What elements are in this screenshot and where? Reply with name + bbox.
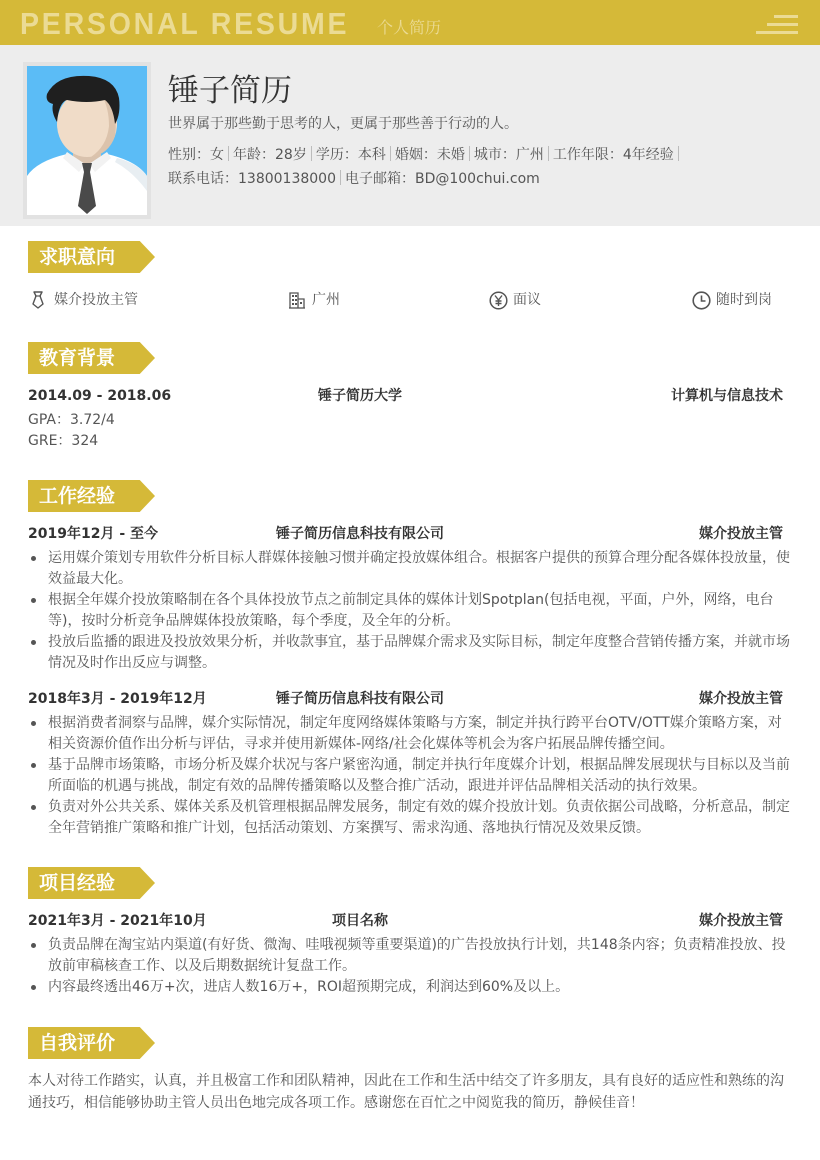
work-company: 锤子简历信息科技有限公司 bbox=[276, 691, 444, 707]
education-period: 2014.09 - 2018.06 bbox=[28, 388, 172, 404]
section-title: 工作经验 bbox=[39, 485, 116, 507]
intent-availability-text: 随时到岗 bbox=[716, 292, 772, 308]
section-header-work bbox=[28, 480, 155, 512]
education-row bbox=[28, 386, 792, 406]
work-period: 2019年12月 - 至今 bbox=[28, 526, 159, 542]
divider bbox=[469, 146, 470, 161]
tie-icon bbox=[30, 291, 46, 309]
info-age: 年龄：28岁 bbox=[233, 147, 307, 163]
avatar-frame bbox=[23, 62, 151, 219]
profile-header bbox=[0, 45, 820, 226]
info-line-contact bbox=[168, 170, 540, 188]
list-item: 负责品牌在淘宝站内渠道(有好货、微淘、哇哦视频等重要渠道)的广告投放执行计划，共148条内容；负责精准投放、投放前审稿核查工作、以及后期数据统计复盘工作。 bbox=[28, 935, 793, 977]
section-header-self-eval bbox=[28, 1027, 155, 1059]
education-gpa: GPA：3.72/4 bbox=[28, 412, 115, 428]
work-bullets-2 bbox=[28, 713, 793, 839]
info-city: 城市：广州 bbox=[473, 147, 544, 163]
banner-title-en: PERSONAL RESUME bbox=[20, 6, 350, 41]
resume-name: 锤子简历 bbox=[168, 73, 292, 109]
project-period: 2021年3月 - 2021年10月 bbox=[28, 913, 207, 929]
clock-icon bbox=[692, 291, 711, 310]
section-title: 自我评价 bbox=[39, 1032, 116, 1054]
divider bbox=[678, 146, 679, 161]
self-evaluation-text: 本人对待工作踏实，认真，并且极富工作和团队精神，因此在工作和生活中结交了许多朋友，具有良好的适应性和熟练的沟通技巧，相信能够协助主管人员出色地完成各项工作。感谢您在百忙之中阅览我的简历，静候佳音！ bbox=[28, 1073, 784, 1111]
info-line-basic bbox=[168, 146, 683, 164]
avatar bbox=[27, 66, 147, 215]
work-position: 媒介投放主管 bbox=[699, 691, 783, 707]
section-title: 教育背景 bbox=[39, 347, 116, 369]
divider bbox=[311, 146, 312, 161]
list-item: 投放后监播的跟进及投放效果分析，并收款事宜，基于品牌媒介需求及实际目标，制定年度整合营销传播方案，并就市场情况及时作出反应与调整。 bbox=[28, 632, 793, 674]
section-header-projects bbox=[28, 867, 155, 899]
work-period: 2018年3月 - 2019年12月 bbox=[28, 691, 207, 707]
intent-position-text: 媒介投放主管 bbox=[54, 292, 138, 308]
section-title: 项目经验 bbox=[39, 872, 116, 894]
project-name: 项目名称 bbox=[332, 913, 388, 929]
info-experience: 工作年限：4年经验 bbox=[552, 147, 674, 163]
list-item: 根据消费者洞察与品牌，媒介实际情况，制定年度网络媒体策略与方案，制定并执行跨平台OTV/OTT媒介策略方案，对相关资源价值作出分析与评估，寻求并使用新媒体-网络/社会化媒体等机会为客户拓展品牌传播空间。 bbox=[28, 713, 793, 755]
section-header-intent bbox=[28, 241, 155, 273]
work-row-2 bbox=[28, 689, 792, 709]
divider bbox=[548, 146, 549, 161]
work-row-1 bbox=[28, 524, 792, 544]
divider bbox=[228, 146, 229, 161]
education-major: 计算机与信息技术 bbox=[671, 388, 783, 404]
intent-city-text: 广州 bbox=[312, 292, 340, 308]
hamburger-menu-icon[interactable] bbox=[756, 15, 798, 35]
intent-salary-text: 面议 bbox=[513, 292, 541, 308]
info-phone: 联系电话：13800138000 bbox=[168, 171, 336, 187]
education-school: 锤子简历大学 bbox=[318, 388, 402, 404]
info-marital: 婚姻：未婚 bbox=[394, 147, 465, 163]
education-gre: GRE：324 bbox=[28, 433, 99, 449]
list-item: 根据全年媒介投放策略制在各个具体投放节点之前制定具体的媒体计划Spotplan(包括电视，平面，户外，网络，电台等)，按时分析竞争品牌媒体投放策略，每个季度，及全年的分析。 bbox=[28, 590, 793, 632]
banner-title-cn: 个人简历 bbox=[377, 18, 442, 37]
top-banner bbox=[0, 0, 820, 45]
section-title: 求职意向 bbox=[39, 246, 116, 268]
list-item: 基于品牌市场策略，市场分析及媒介状况与客户紧密沟通，制定并执行年度媒介计划，根据品牌发展现状与目标以及当前所面临的机遇与挑战，制定有效的品牌传播策略以及整合推广活动，跟进并评估品牌相关活动的执行效果。 bbox=[28, 755, 793, 797]
divider bbox=[390, 146, 391, 161]
project-row-1 bbox=[28, 911, 792, 931]
info-education: 学历：本科 bbox=[315, 147, 386, 163]
divider bbox=[340, 170, 341, 185]
yen-icon bbox=[489, 291, 508, 310]
list-item: 内容最终透出46万+次，进店人数16万+，ROI超预期完成，利润达到60%及以上。 bbox=[28, 977, 793, 998]
list-item: 负责对外公共关系、媒体关系及机管理根据品牌发展务，制定有效的媒介投放计划。负责依据公司战略，分析意品，制定全年营销推广策略和推广计划，包括活动策划、方案撰写、需求沟通、落地执行情况及效果反馈。 bbox=[28, 797, 793, 839]
project-bullets-1 bbox=[28, 935, 793, 998]
work-bullets-1 bbox=[28, 548, 793, 674]
work-company: 锤子简历信息科技有限公司 bbox=[276, 526, 444, 542]
info-email: 电子邮箱：BD@100chui.com bbox=[344, 171, 540, 187]
person-avatar-icon bbox=[27, 66, 147, 215]
motto: 世界属于那些勤于思考的人，更属于那些善于行动的人。 bbox=[168, 116, 518, 132]
work-position: 媒介投放主管 bbox=[699, 526, 783, 542]
info-gender: 性别：女 bbox=[168, 147, 224, 163]
list-item: 运用媒介策划专用软件分析目标人群媒体接触习惯并确定投放媒体组合。根据客户提供的预算合理分配各媒体投放量，使效益最大化。 bbox=[28, 548, 793, 590]
section-header-education bbox=[28, 342, 155, 374]
building-icon bbox=[288, 291, 306, 309]
project-role: 媒介投放主管 bbox=[699, 913, 783, 929]
